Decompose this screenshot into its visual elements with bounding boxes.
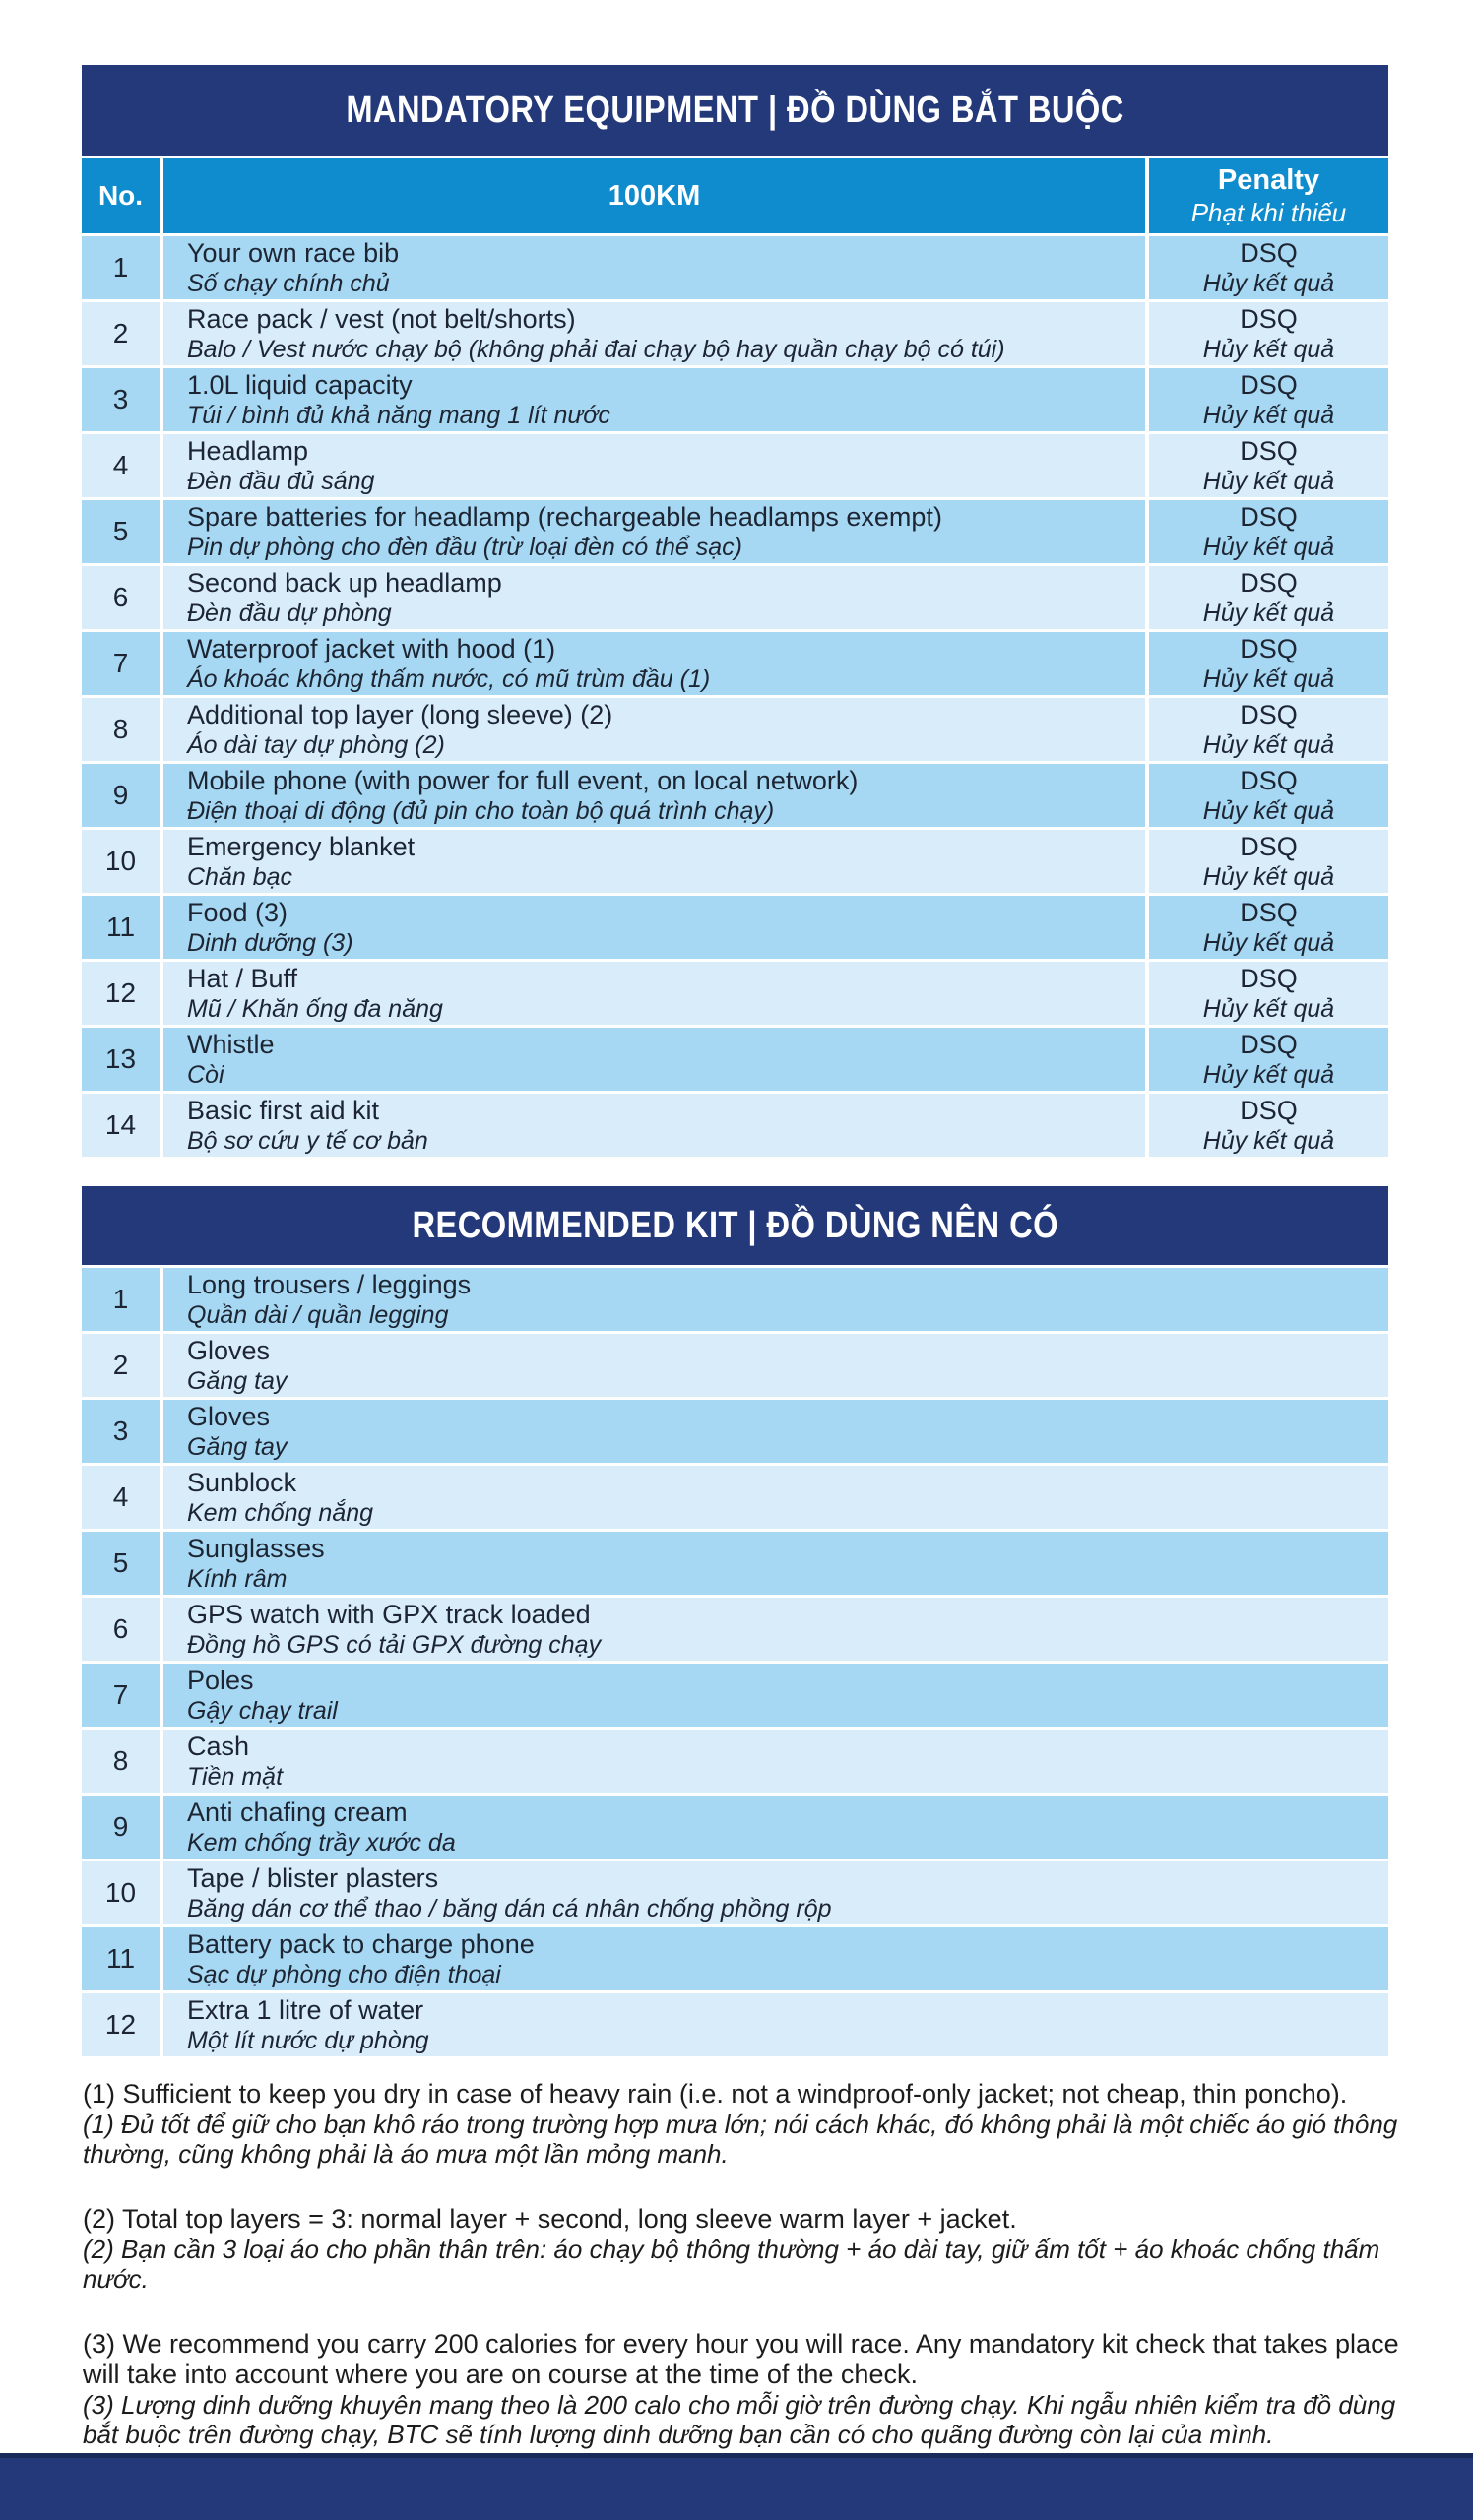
- penalty-value-en: DSQ: [1240, 369, 1298, 400]
- penalty-value-en: DSQ: [1240, 567, 1298, 598]
- item-name-vi: Dinh dưỡng (3): [187, 928, 353, 957]
- table-row: [82, 500, 1388, 563]
- item-name-vi: Gậy chạy trail: [187, 1696, 338, 1725]
- penalty-value-vi: Hủy kết quả: [1202, 730, 1335, 759]
- item-cell: [163, 1028, 1145, 1091]
- penalty-cell: [1149, 632, 1388, 695]
- table-row: [82, 1927, 1388, 1990]
- penalty-value-en: DSQ: [1240, 1029, 1298, 1059]
- penalty-value-vi: Hủy kết quả: [1202, 335, 1335, 363]
- penalty-cell: [1149, 764, 1388, 827]
- row-number: 5: [82, 500, 160, 563]
- footnote-vi: (1) Đủ tốt để giữ cho bạn khô ráo trong trường hợp mưa lớn; nói cách khác, đó không phải là một chiếc áo gió thông thường, cũng không phải là áo mưa một lần mỏng manh.: [83, 2110, 1398, 2169]
- row-number: 8: [82, 698, 160, 761]
- item-name-vi: Áo dài tay dự phòng (2): [187, 730, 445, 759]
- item-cell: [163, 1730, 1388, 1793]
- table-row: [82, 1861, 1388, 1924]
- row-number: 7: [82, 1664, 160, 1727]
- item-cell: [163, 1094, 1145, 1157]
- row-number: 10: [82, 830, 160, 893]
- row-number: 4: [82, 1466, 160, 1529]
- table-row: [82, 1532, 1388, 1595]
- row-number: 11: [82, 1927, 160, 1990]
- mandatory-title: MANDATORY EQUIPMENT | ĐỒ DÙNG BẮT BUỘC: [346, 89, 1124, 131]
- penalty-value-en: DSQ: [1240, 831, 1298, 861]
- item-name-vi: Mũ / Khăn ống đa năng: [187, 994, 443, 1023]
- penalty-cell: [1149, 896, 1388, 959]
- item-name-vi: Một lít nước dự phòng: [187, 2026, 429, 2054]
- mandatory-header-row: [82, 158, 1388, 233]
- item-name-en: Spare batteries for headlamp (rechargeable headlamps exempt): [187, 501, 942, 532]
- item-cell: [163, 1927, 1388, 1990]
- penalty-cell: [1149, 830, 1388, 893]
- item-cell: [163, 1532, 1388, 1595]
- item-cell: [163, 896, 1145, 959]
- penalty-value-en: DSQ: [1240, 1095, 1298, 1125]
- item-name-vi: Đồng hồ GPS có tải GPX đường chạy: [187, 1630, 602, 1659]
- row-number: 9: [82, 1796, 160, 1858]
- penalty-value-vi: Hủy kết quả: [1202, 598, 1335, 627]
- item-name-en: Headlamp: [187, 435, 309, 466]
- column-header-penalty: [1149, 158, 1388, 233]
- column-header-penalty-en: Penalty: [1217, 164, 1320, 196]
- recommended-title: RECOMMENDED KIT | ĐỒ DÙNG NÊN CÓ: [412, 1204, 1058, 1246]
- item-name-en: Whistle: [187, 1029, 275, 1059]
- table-row: [82, 302, 1388, 365]
- penalty-value-en: DSQ: [1240, 303, 1298, 334]
- item-name-en: Sunblock: [187, 1467, 297, 1497]
- item-cell: [163, 962, 1145, 1025]
- item-name-en: Gloves: [187, 1335, 271, 1365]
- penalty-value-en: DSQ: [1240, 765, 1298, 795]
- item-name-en: Second back up headlamp: [187, 567, 502, 598]
- item-name-en: Food (3): [187, 897, 288, 927]
- table-row: [82, 1466, 1388, 1529]
- penalty-value-en: DSQ: [1240, 633, 1298, 663]
- table-row: [82, 1730, 1388, 1793]
- row-number: 3: [82, 368, 160, 431]
- row-number: 6: [82, 566, 160, 629]
- footnotes: [83, 2079, 1422, 2485]
- item-cell: [163, 1861, 1388, 1924]
- row-number: 9: [82, 764, 160, 827]
- item-name-en: Gloves: [187, 1401, 271, 1431]
- row-number: 14: [82, 1094, 160, 1157]
- penalty-value-vi: Hủy kết quả: [1202, 533, 1335, 561]
- penalty-cell: [1149, 236, 1388, 299]
- item-name-en: Battery pack to charge phone: [187, 1928, 535, 1959]
- penalty-cell: [1149, 302, 1388, 365]
- penalty-cell: [1149, 962, 1388, 1025]
- item-name-vi: Túi / bình đủ khả năng mang 1 lít nước: [187, 401, 610, 429]
- table-row: [82, 1334, 1388, 1397]
- row-number: 6: [82, 1598, 160, 1661]
- table-row: [82, 764, 1388, 827]
- table-row: [82, 1664, 1388, 1727]
- penalty-value-en: DSQ: [1240, 501, 1298, 532]
- penalty-cell: [1149, 434, 1388, 497]
- item-name-en: Poles: [187, 1665, 254, 1695]
- item-name-en: Emergency blanket: [187, 831, 416, 861]
- penalty-cell: [1149, 698, 1388, 761]
- penalty-value-vi: Hủy kết quả: [1202, 796, 1335, 825]
- item-name-en: Long trousers / leggings: [187, 1269, 472, 1299]
- item-name-en: Mobile phone (with power for full event, on local network): [187, 765, 859, 795]
- footnote-en: (1) Sufficient to keep you dry in case of heavy rain (i.e. not a windproof-only jacket; not cheap, thin poncho).: [83, 2079, 1348, 2109]
- item-cell: [163, 1664, 1388, 1727]
- item-name-en: Additional top layer (long sleeve) (2): [187, 699, 613, 729]
- penalty-value-vi: Hủy kết quả: [1202, 1060, 1335, 1089]
- item-name-vi: Áo khoác không thấm nước, có mũ trùm đầu (1): [187, 664, 711, 693]
- row-number: 5: [82, 1532, 160, 1595]
- item-name-vi: Găng tay: [187, 1366, 288, 1395]
- penalty-value-en: DSQ: [1240, 237, 1298, 268]
- item-cell: [163, 1598, 1388, 1661]
- penalty-value-vi: Hủy kết quả: [1202, 994, 1335, 1023]
- penalty-value-en: DSQ: [1240, 897, 1298, 927]
- item-name-vi: Đèn đầu đủ sáng: [187, 467, 375, 495]
- page-content: [82, 65, 1388, 2056]
- item-name-vi: Pin dự phòng cho đèn đầu (trừ loại đèn có thể sạc): [187, 533, 742, 561]
- item-cell: [163, 1334, 1388, 1397]
- item-name-vi: Đèn đầu dự phòng: [187, 598, 392, 627]
- item-cell: [163, 1400, 1388, 1463]
- item-name-vi: Balo / Vest nước chạy bộ (không phải đai chạy bộ hay quần chạy bộ có túi): [187, 335, 1005, 363]
- item-name-en: GPS watch with GPX track loaded: [187, 1599, 591, 1629]
- row-number: 3: [82, 1400, 160, 1463]
- footnote-en: (3) We recommend you carry 200 calories for every hour you will race. Any mandatory kit check that takes place will take into account where you are on course at the time of the check.: [83, 2329, 1399, 2389]
- item-name-en: Hat / Buff: [187, 963, 298, 993]
- item-cell: [163, 434, 1145, 497]
- table-row: [82, 1400, 1388, 1463]
- row-number: 2: [82, 1334, 160, 1397]
- item-name-vi: Sạc dự phòng cho điện thoại: [187, 1960, 501, 1988]
- penalty-value-vi: Hủy kết quả: [1202, 269, 1335, 297]
- table-row: [82, 236, 1388, 299]
- column-header-distance: 100KM: [163, 158, 1145, 233]
- table-row: [82, 962, 1388, 1025]
- item-cell: [163, 764, 1145, 827]
- row-number: 1: [82, 1268, 160, 1331]
- table-row: [82, 566, 1388, 629]
- item-name-en: 1.0L liquid capacity: [187, 369, 413, 400]
- table-row: [82, 896, 1388, 959]
- item-name-en: Cash: [187, 1731, 250, 1761]
- item-cell: [163, 698, 1145, 761]
- item-name-en: Basic first aid kit: [187, 1095, 380, 1125]
- row-number: 10: [82, 1861, 160, 1924]
- item-name-en: Race pack / vest (not belt/shorts): [187, 303, 576, 334]
- row-number: 2: [82, 302, 160, 365]
- item-cell: [163, 236, 1145, 299]
- item-name-en: Your own race bib: [187, 237, 400, 268]
- item-name-vi: Chăn bạc: [187, 862, 293, 891]
- item-name-en: Tape / blister plasters: [187, 1862, 439, 1893]
- table-row: [82, 368, 1388, 431]
- table-row: [82, 1993, 1388, 2056]
- item-cell: [163, 1268, 1388, 1331]
- penalty-value-vi: Hủy kết quả: [1202, 401, 1335, 429]
- item-cell: [163, 830, 1145, 893]
- item-name-vi: Kính râm: [187, 1564, 288, 1593]
- footnote: [83, 2079, 1422, 2169]
- item-cell: [163, 500, 1145, 563]
- penalty-value-vi: Hủy kết quả: [1202, 664, 1335, 693]
- mandatory-equipment-section: [82, 65, 1388, 1157]
- item-cell: [163, 302, 1145, 365]
- penalty-value-vi: Hủy kết quả: [1202, 928, 1335, 957]
- item-name-vi: Kem chống trầy xước da: [187, 1828, 456, 1857]
- item-cell: [163, 566, 1145, 629]
- item-name-vi: Số chạy chính chủ: [187, 269, 390, 297]
- footnote-vi: (2) Bạn cần 3 loại áo cho phần thân trên: áo chạy bộ thông thường + áo dài tay, giữ ấm tốt + áo khoác chống thấm nước.: [83, 2235, 1380, 2294]
- penalty-value-vi: Hủy kết quả: [1202, 467, 1335, 495]
- row-number: 1: [82, 236, 160, 299]
- item-name-vi: Điện thoại di động (đủ pin cho toàn bộ quá trình chạy): [187, 796, 775, 825]
- footnote-vi: (3) Lượng dinh dưỡng khuyên mang theo là 200 calo cho mỗi giờ trên đường chạy. Khi ngẫu nhiên kiểm tra đồ dùng bắt buộc trên đường chạy, BTC sẽ tính lượng dinh dưỡng bạn cần có cho quãng đường còn lại của mình.: [83, 2390, 1396, 2449]
- table-row: [82, 830, 1388, 893]
- item-name-vi: Băng dán cơ thể thao / băng dán cá nhân chống phồng rộp: [187, 1894, 832, 1922]
- recommended-table-body: [82, 1268, 1388, 2056]
- table-row: [82, 632, 1388, 695]
- table-row: [82, 1028, 1388, 1091]
- item-cell: [163, 1796, 1388, 1858]
- footnote: [83, 2329, 1422, 2449]
- penalty-value-en: DSQ: [1240, 699, 1298, 729]
- item-name-en: Sunglasses: [187, 1533, 325, 1563]
- table-row: [82, 1268, 1388, 1331]
- item-name-vi: Găng tay: [187, 1432, 288, 1461]
- item-name-en: Extra 1 litre of water: [187, 1994, 424, 2025]
- column-header-penalty-vi: Phạt khi thiếu: [1190, 198, 1347, 227]
- bottom-bar: [0, 2453, 1473, 2520]
- recommended-title-bar: [82, 1186, 1388, 1265]
- row-number: 7: [82, 632, 160, 695]
- penalty-value-vi: Hủy kết quả: [1202, 862, 1335, 891]
- item-cell: [163, 1466, 1388, 1529]
- item-name-vi: Còi: [187, 1060, 224, 1089]
- item-name-vi: Bộ sơ cứu y tế cơ bản: [187, 1126, 428, 1155]
- column-header-no: No.: [82, 158, 160, 233]
- item-name-vi: Tiền mặt: [187, 1762, 284, 1791]
- table-row: [82, 1598, 1388, 1661]
- item-name-en: Anti chafing cream: [187, 1796, 408, 1827]
- item-cell: [163, 368, 1145, 431]
- recommended-kit-section: [82, 1186, 1388, 2056]
- item-cell: [163, 1993, 1388, 2056]
- penalty-cell: [1149, 368, 1388, 431]
- row-number: 4: [82, 434, 160, 497]
- footnote-en: (2) Total top layers = 3: normal layer + second, long sleeve warm layer + jacket.: [83, 2204, 1017, 2234]
- item-name-vi: Kem chống nắng: [187, 1498, 374, 1527]
- penalty-cell: [1149, 500, 1388, 563]
- table-row: [82, 434, 1388, 497]
- mandatory-table-body: [82, 236, 1388, 1157]
- row-number: 12: [82, 962, 160, 1025]
- penalty-cell: [1149, 566, 1388, 629]
- table-row: [82, 698, 1388, 761]
- row-number: 11: [82, 896, 160, 959]
- footnote: [83, 2204, 1422, 2294]
- row-number: 8: [82, 1730, 160, 1793]
- penalty-cell: [1149, 1094, 1388, 1157]
- row-number: 13: [82, 1028, 160, 1091]
- penalty-value-en: DSQ: [1240, 435, 1298, 466]
- item-name-vi: Quần dài / quần legging: [187, 1300, 449, 1329]
- penalty-cell: [1149, 1028, 1388, 1091]
- table-row: [82, 1094, 1388, 1157]
- row-number: 12: [82, 1993, 160, 2056]
- table-row: [82, 1796, 1388, 1858]
- item-cell: [163, 632, 1145, 695]
- mandatory-title-bar: [82, 65, 1388, 156]
- penalty-value-vi: Hủy kết quả: [1202, 1126, 1335, 1155]
- item-name-en: Waterproof jacket with hood (1): [187, 633, 556, 663]
- penalty-value-en: DSQ: [1240, 963, 1298, 993]
